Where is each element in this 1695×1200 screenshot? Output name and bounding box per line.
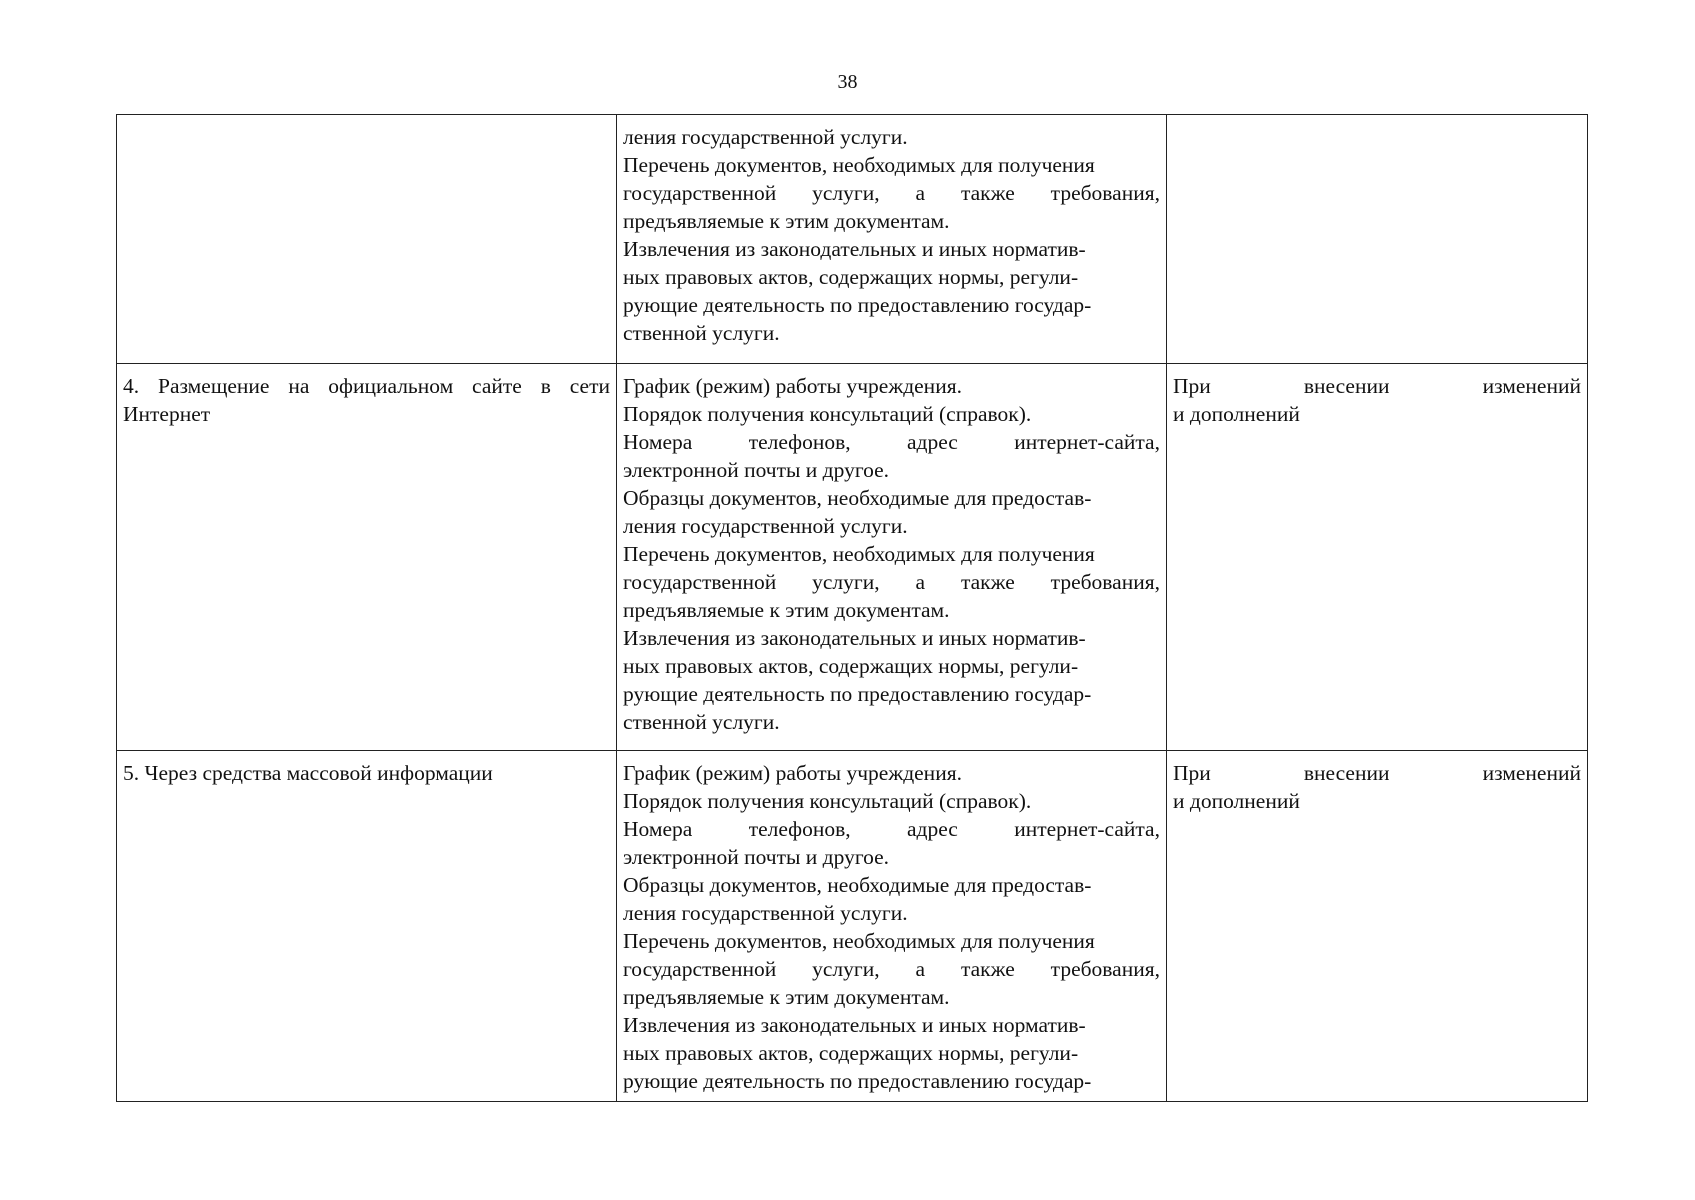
text-line: Номера телефонов, адрес интернет-сайта, — [623, 817, 1160, 841]
table-row — [117, 751, 1588, 1102]
text-line: ления государственной услуги. — [623, 125, 908, 149]
text-line: Извлечения из законодательных и иных норматив- — [623, 1013, 1086, 1037]
text-line: предъявляемые к этим документам. — [623, 985, 950, 1009]
text-line: Интернет — [123, 402, 211, 426]
info-channel-cell — [117, 115, 617, 364]
text-line: государственной услуги, а также требования, — [623, 957, 1160, 981]
text-line: рующие деятельность по предоставлению государ- — [623, 682, 1092, 706]
text-line: ственной услуги. — [623, 321, 780, 345]
text-line: Образцы документов, необходимые для предостав- — [623, 873, 1092, 897]
text-line: электронной почты и другое. — [623, 845, 890, 869]
text-line: Извлечения из законодательных и иных норматив- — [623, 237, 1086, 261]
text-line: График (режим) работы учреждения. — [623, 374, 962, 398]
text-line: Образцы документов, необходимые для предостав- — [623, 486, 1092, 510]
text-line: Извлечения из законодательных и иных норматив- — [623, 626, 1086, 650]
table-row — [117, 115, 1588, 364]
text-line: предъявляемые к этим документам. — [623, 598, 950, 622]
text-line: и дополнений — [1173, 402, 1300, 426]
text-line: Перечень документов, необходимых для получения — [623, 929, 1095, 953]
text-line: ных правовых актов, содержащих нормы, регули- — [623, 654, 1079, 678]
info-content-cell — [617, 115, 1167, 364]
text-line: Порядок получения консультаций (справок). — [623, 789, 1032, 813]
text-line: ных правовых актов, содержащих нормы, регули- — [623, 265, 1079, 289]
text-line: ления государственной услуги. — [623, 901, 908, 925]
text-line: 4. Размещение на официальном сайте в сети — [123, 374, 610, 398]
info-content-cell — [617, 751, 1167, 1102]
text-line: Номера телефонов, адрес интернет-сайта, — [623, 430, 1160, 454]
document-table — [116, 114, 1588, 1102]
info-channel-cell — [117, 364, 617, 751]
table-row — [117, 364, 1588, 751]
text-line: ственной услуги. — [623, 710, 780, 734]
text-line: ления государственной услуги. — [623, 514, 908, 538]
text-line: Перечень документов, необходимых для получения — [623, 153, 1095, 177]
text-line: Перечень документов, необходимых для получения — [623, 542, 1095, 566]
text-line: Порядок получения консультаций (справок). — [623, 402, 1032, 426]
text-line: и дополнений — [1173, 789, 1300, 813]
text-line: 5. Через средства массовой информации — [123, 761, 493, 785]
text-line: предъявляемые к этим документам. — [623, 209, 950, 233]
info-channel-cell — [117, 751, 617, 1102]
update-frequency-cell — [1167, 115, 1588, 364]
text-line: При внесении изменений — [1173, 761, 1581, 785]
text-line: рующие деятельность по предоставлению государ- — [623, 293, 1092, 317]
text-line: государственной услуги, а также требования, — [623, 181, 1160, 205]
info-content-cell — [617, 364, 1167, 751]
text-line: рующие деятельность по предоставлению государ- — [623, 1069, 1092, 1093]
text-line: ных правовых актов, содержащих нормы, регули- — [623, 1041, 1079, 1065]
update-frequency-cell — [1167, 364, 1588, 751]
text-line: электронной почты и другое. — [623, 458, 890, 482]
text-line: государственной услуги, а также требования, — [623, 570, 1160, 594]
update-frequency-cell — [1167, 751, 1588, 1102]
page-number: 38 — [837, 71, 858, 93]
text-line: График (режим) работы учреждения. — [623, 761, 962, 785]
text-line: При внесении изменений — [1173, 374, 1581, 398]
